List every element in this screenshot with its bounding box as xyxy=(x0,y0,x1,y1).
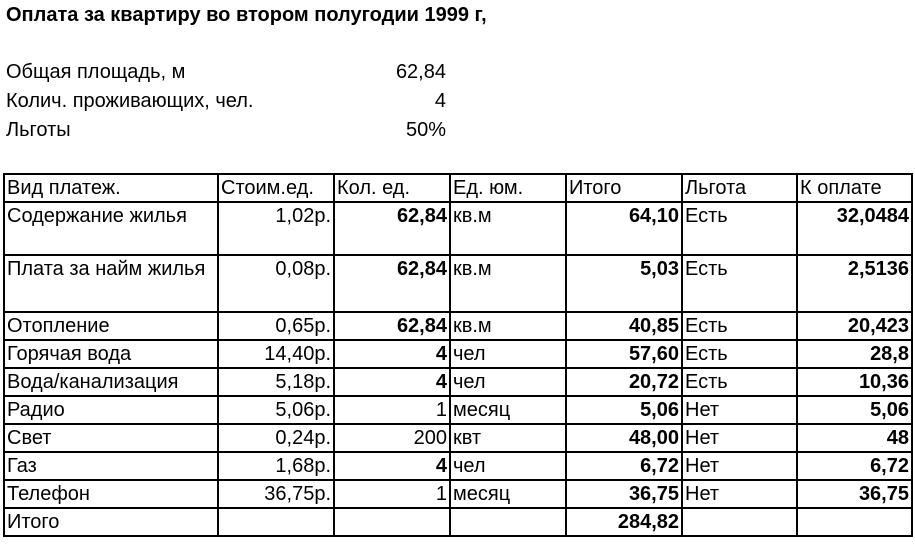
cell-benefit[interactable]: Нет xyxy=(682,396,797,424)
cell-payment-type[interactable]: Вода/канализация xyxy=(4,368,218,396)
cell-unit-cost[interactable]: 5,18р. xyxy=(218,368,334,396)
cell-payment-type[interactable]: Горячая вода xyxy=(4,340,218,368)
table-row xyxy=(4,452,912,480)
cell-unit-cost[interactable]: 0,65р. xyxy=(218,312,334,340)
cell-quantity[interactable]: 62,84 xyxy=(334,255,450,312)
cell-total[interactable]: 6,72 xyxy=(566,452,682,480)
header-cell[interactable]: К оплате xyxy=(797,174,912,202)
table-row xyxy=(4,340,912,368)
cell-benefit[interactable]: Нет xyxy=(682,480,797,508)
sheet-title: Оплата за квартиру во втором полугодии 1999 г, xyxy=(6,4,487,26)
cell-total[interactable]: 36,75 xyxy=(566,480,682,508)
cell-unit-cost[interactable]: 14,40р. xyxy=(218,340,334,368)
cell-benefit[interactable]: Есть xyxy=(682,368,797,396)
cell-unit[interactable]: чел xyxy=(450,368,566,396)
cell-quantity[interactable]: 62,84 xyxy=(334,312,450,340)
cell-benefit[interactable]: Есть xyxy=(682,340,797,368)
table-row xyxy=(4,368,912,396)
cell-to-pay[interactable]: 6,72 xyxy=(797,452,912,480)
cell-to-pay[interactable]: 5,06 xyxy=(797,396,912,424)
cell-total[interactable]: 48,00 xyxy=(566,424,682,452)
cell-benefit[interactable]: Есть xyxy=(682,255,797,312)
cell-unit-cost[interactable]: 0,08р. xyxy=(218,255,334,312)
table-row xyxy=(4,312,912,340)
payment-table xyxy=(3,173,913,537)
cell-to-pay[interactable]: 36,75 xyxy=(797,480,912,508)
total-label[interactable]: Итого xyxy=(4,508,218,536)
table-row xyxy=(4,202,912,255)
cell-payment-type[interactable]: Газ xyxy=(4,452,218,480)
header-cell[interactable]: Стоим.ед. xyxy=(218,174,334,202)
table-row xyxy=(4,424,912,452)
cell-unit-cost[interactable]: 1,02р. xyxy=(218,202,334,255)
cell-benefit[interactable]: Нет xyxy=(682,424,797,452)
header-cell[interactable]: Вид платеж. xyxy=(4,174,218,202)
total-row xyxy=(4,508,912,536)
cell-total[interactable]: 5,03 xyxy=(566,255,682,312)
empty-cell[interactable] xyxy=(218,508,334,536)
cell-payment-type[interactable]: Телефон xyxy=(4,480,218,508)
cell-total[interactable]: 64,10 xyxy=(566,202,682,255)
cell-quantity[interactable]: 4 xyxy=(334,340,450,368)
cell-benefit[interactable]: Есть xyxy=(682,202,797,255)
cell-total[interactable]: 57,60 xyxy=(566,340,682,368)
empty-cell[interactable] xyxy=(334,508,450,536)
cell-unit-cost[interactable]: 5,06р. xyxy=(218,396,334,424)
cell-payment-type[interactable]: Содержание жилья xyxy=(4,202,218,255)
cell-to-pay[interactable]: 2,5136 xyxy=(797,255,912,312)
cell-unit[interactable]: квт xyxy=(450,424,566,452)
header-cell[interactable]: Итого xyxy=(566,174,682,202)
benefits-label: Льготы xyxy=(6,119,71,141)
cell-benefit[interactable]: Есть xyxy=(682,312,797,340)
residents-label: Колич. проживающих, чел. xyxy=(6,90,254,112)
cell-payment-type[interactable]: Радио xyxy=(4,396,218,424)
cell-to-pay[interactable]: 28,8 xyxy=(797,340,912,368)
cell-unit-cost[interactable]: 1,68р. xyxy=(218,452,334,480)
cell-quantity[interactable]: 62,84 xyxy=(334,202,450,255)
cell-benefit[interactable]: Нет xyxy=(682,452,797,480)
cell-total[interactable]: 20,72 xyxy=(566,368,682,396)
area-label: Общая площадь, м xyxy=(6,61,186,83)
cell-quantity[interactable]: 1 xyxy=(334,480,450,508)
empty-cell[interactable] xyxy=(797,508,912,536)
area-value: 62,84 xyxy=(395,61,446,83)
table-row xyxy=(4,396,912,424)
cell-quantity[interactable]: 4 xyxy=(334,368,450,396)
cell-unit[interactable]: месяц xyxy=(450,480,566,508)
cell-quantity[interactable]: 4 xyxy=(334,452,450,480)
cell-unit-cost[interactable]: 0,24р. xyxy=(218,424,334,452)
cell-unit[interactable]: кв.м xyxy=(450,202,566,255)
header-cell[interactable]: Кол. ед. xyxy=(334,174,450,202)
cell-unit-cost[interactable]: 36,75р. xyxy=(218,480,334,508)
cell-quantity[interactable]: 200 xyxy=(334,424,450,452)
cell-payment-type[interactable]: Свет xyxy=(4,424,218,452)
grand-total-value[interactable]: 284,82 xyxy=(566,508,682,536)
cell-to-pay[interactable]: 32,0484 xyxy=(797,202,912,255)
header-cell[interactable]: Льгота xyxy=(682,174,797,202)
table-row xyxy=(4,255,912,312)
cell-to-pay[interactable]: 48 xyxy=(797,424,912,452)
table-row xyxy=(4,480,912,508)
cell-unit[interactable]: месяц xyxy=(450,396,566,424)
empty-cell[interactable] xyxy=(682,508,797,536)
cell-total[interactable]: 5,06 xyxy=(566,396,682,424)
cell-to-pay[interactable]: 10,36 xyxy=(797,368,912,396)
header-row xyxy=(4,174,912,202)
cell-payment-type[interactable]: Плата за найм жилья xyxy=(4,255,218,312)
header-cell[interactable]: Ед. юм. xyxy=(450,174,566,202)
cell-to-pay[interactable]: 20,423 xyxy=(797,312,912,340)
cell-unit[interactable]: кв.м xyxy=(450,255,566,312)
cell-unit[interactable]: кв.м xyxy=(450,312,566,340)
cell-unit[interactable]: чел xyxy=(450,340,566,368)
benefits-value: 50% xyxy=(405,119,446,141)
cell-unit[interactable]: чел xyxy=(450,452,566,480)
empty-cell[interactable] xyxy=(450,508,566,536)
cell-payment-type[interactable]: Отопление xyxy=(4,312,218,340)
cell-quantity[interactable]: 1 xyxy=(334,396,450,424)
cell-total[interactable]: 40,85 xyxy=(566,312,682,340)
residents-value: 4 xyxy=(434,90,446,112)
